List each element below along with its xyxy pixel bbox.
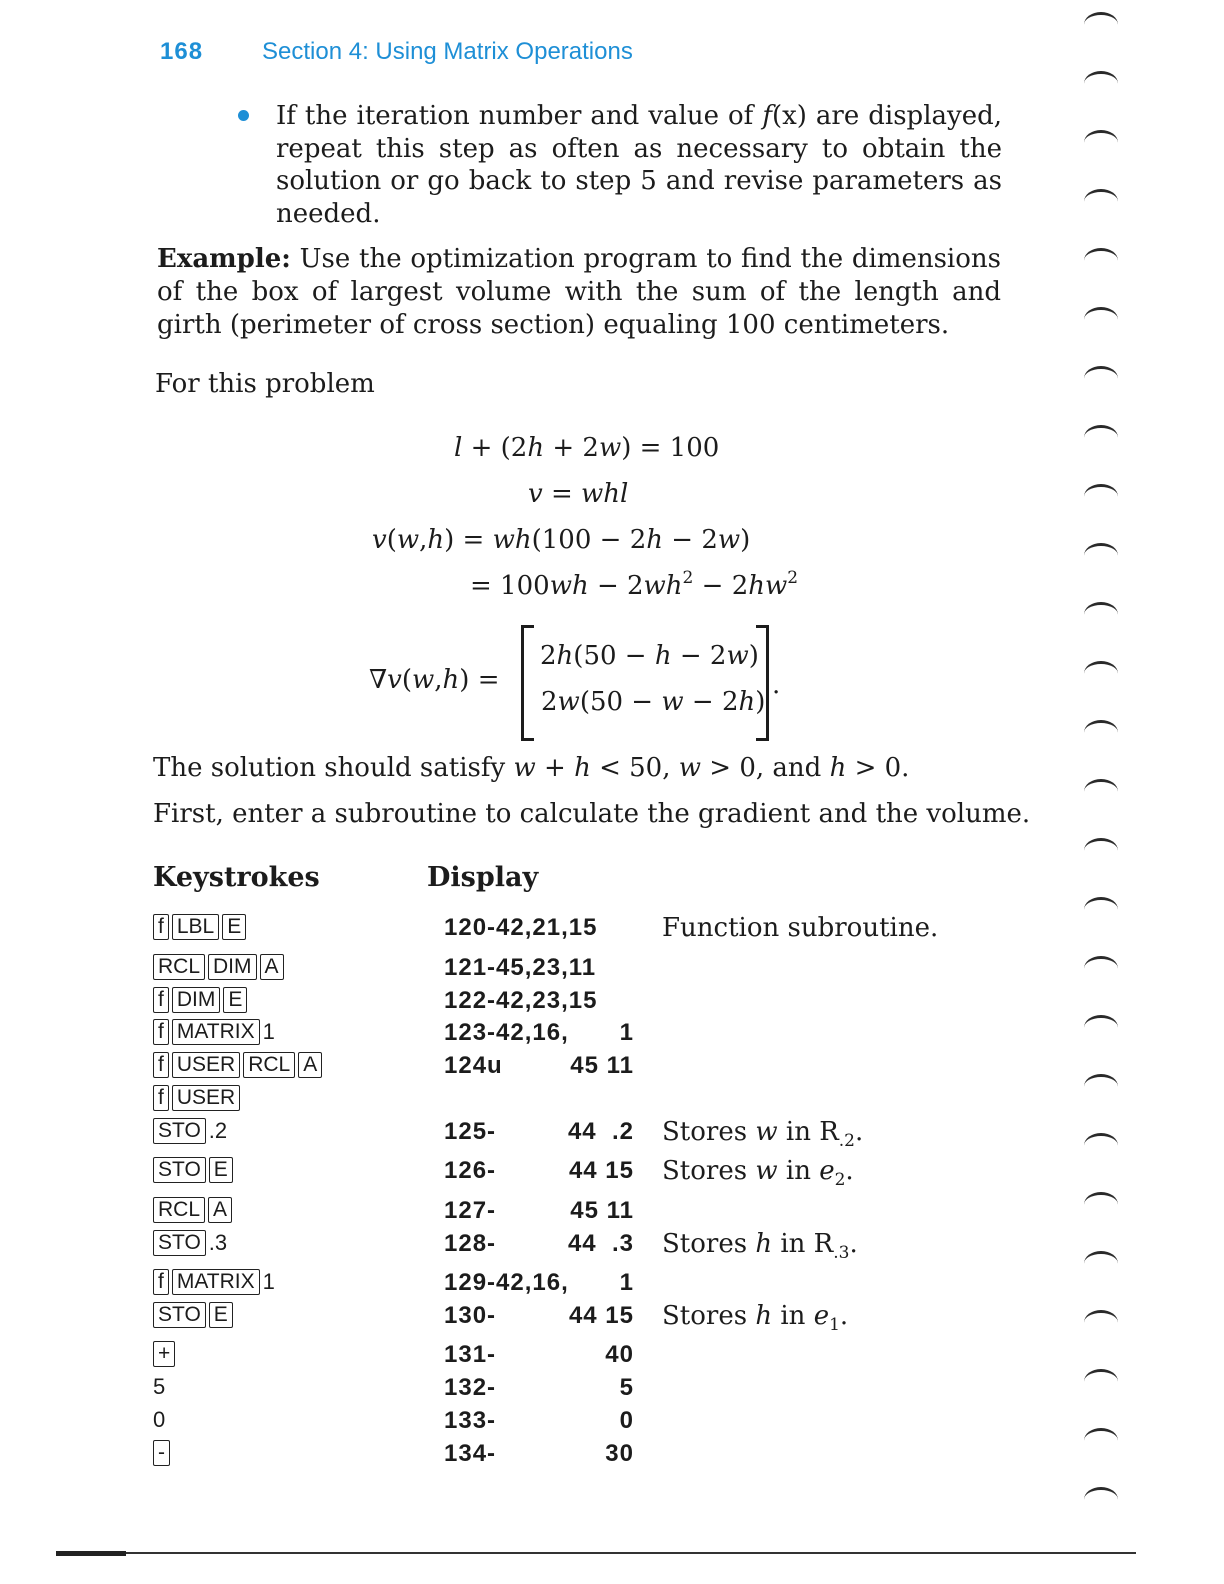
binding-ring xyxy=(1084,1251,1118,1276)
key-cap: A xyxy=(260,954,284,980)
key-cap: f xyxy=(153,1019,169,1045)
bottom-rule xyxy=(56,1552,1136,1554)
table-row xyxy=(0,1196,1100,1226)
display-key-code: 40 xyxy=(605,1341,634,1368)
display-line-code: 123-42,16, xyxy=(444,1019,569,1046)
key-cap: E xyxy=(223,987,247,1013)
gradient-row-2: 2w(50 − w − 2h) xyxy=(541,687,766,717)
display-line-code: 133- xyxy=(444,1407,497,1434)
description-cell: Stores h in $R_{.3}$. xyxy=(662,1229,858,1263)
table-row xyxy=(0,986,1100,1016)
binding-ring xyxy=(1084,307,1118,332)
display-cell xyxy=(444,1018,634,1048)
binding-ring xyxy=(1084,1192,1118,1217)
binding-ring xyxy=(1084,1428,1118,1453)
gradient-lhs: ∇v(w,h) = xyxy=(369,665,500,695)
bullet-text: If the iteration number and value of f(x) are displayed, repeat this step as often as necessary to obtain the solution or go back to step 5 and revise parameters as needed. xyxy=(276,101,1003,229)
binding-ring xyxy=(1084,1487,1118,1512)
display-key-code: 1 xyxy=(619,1269,634,1296)
key-cap: DIM xyxy=(172,987,221,1013)
key-digit: 1 xyxy=(262,1269,275,1295)
example-paragraph xyxy=(157,243,1001,342)
key-cap: MATRIX xyxy=(172,1019,260,1045)
binding-ring xyxy=(1084,956,1118,981)
equation-constraint: l + (2h + 2w) = 100 xyxy=(454,433,720,463)
table-row xyxy=(0,1018,1100,1048)
display-cell xyxy=(444,986,634,1016)
keystrokes-cell xyxy=(153,1301,236,1328)
keystrokes-cell xyxy=(153,1156,236,1183)
keystrokes-cell xyxy=(153,1229,227,1256)
binding-ring xyxy=(1084,1369,1118,1394)
key-cap: f xyxy=(153,1085,169,1111)
display-line-code: 126- xyxy=(444,1157,497,1184)
constraint-sentence: The solution should satisfy w + h < 50, w > 0, and h > 0. xyxy=(153,753,910,783)
description-cell: Stores w in $R_{.2}$. xyxy=(662,1117,864,1151)
key-cap: f xyxy=(153,987,169,1013)
page-number: 168 xyxy=(160,38,204,65)
display-key-code: 45 11 xyxy=(570,1197,634,1224)
display-line-code: 120-42,21,15 xyxy=(444,914,598,941)
key-cap: RCL xyxy=(153,1197,205,1223)
display-line-code: 127- xyxy=(444,1197,497,1224)
display-line-code: 125- xyxy=(444,1118,497,1145)
matrix-left-bracket xyxy=(521,625,534,741)
display-cell xyxy=(444,1156,634,1186)
key-cap: STO xyxy=(153,1230,206,1256)
display-line-code: 130- xyxy=(444,1302,497,1329)
binding-ring xyxy=(1084,189,1118,214)
key-cap: DIM xyxy=(208,954,257,980)
description-cell: Function subroutine. xyxy=(662,913,939,943)
binding-ring xyxy=(1084,1074,1118,1099)
display-key-code: 1 xyxy=(619,1019,634,1046)
key-digit: .2 xyxy=(208,1118,228,1144)
section-title: Section 4: Using Matrix Operations xyxy=(262,38,633,65)
binding-ring xyxy=(1084,1310,1118,1335)
display-key-code: 44 .2 xyxy=(567,1118,634,1145)
key-cap: E xyxy=(209,1302,233,1328)
key-cap: f xyxy=(153,1269,169,1295)
binding-ring xyxy=(1084,484,1118,509)
table-row xyxy=(0,1117,1100,1151)
display-line-code: 122-42,23,15 xyxy=(444,987,598,1014)
display-cell xyxy=(444,1117,634,1147)
binding-ring xyxy=(1084,602,1118,627)
first-enter-sentence: First, enter a subroutine to calculate the gradient and the volume. xyxy=(153,799,1031,829)
table-row xyxy=(0,1156,1100,1190)
keystrokes-cell xyxy=(153,1373,165,1399)
display-cell xyxy=(444,1373,634,1403)
display-cell xyxy=(444,1301,634,1331)
for-this-problem: For this problem xyxy=(155,369,375,399)
display-column-header: Display xyxy=(427,862,539,893)
key-cap: MATRIX xyxy=(172,1269,260,1295)
table-row xyxy=(0,1084,1100,1114)
key-cap: STO xyxy=(153,1302,206,1328)
key-cap: A xyxy=(208,1197,232,1223)
binding-ring xyxy=(1084,661,1118,686)
binding-ring xyxy=(1084,897,1118,922)
gradient-period: . xyxy=(772,670,781,700)
key-cap: STO xyxy=(153,1118,206,1144)
display-key-code: 44 15 xyxy=(568,1157,634,1184)
binding-ring xyxy=(1084,838,1118,863)
example-label: Example: xyxy=(157,244,291,274)
key-cap: A xyxy=(298,1052,322,1078)
display-cell xyxy=(444,1084,634,1114)
key-digit: .3 xyxy=(208,1230,228,1256)
keystrokes-cell xyxy=(153,1340,178,1367)
bottom-rule-accent xyxy=(56,1551,126,1556)
binding-ring xyxy=(1084,130,1118,155)
display-key-code: 5 xyxy=(619,1374,634,1401)
key-cap: LBL xyxy=(172,914,219,940)
description-cell: Stores w in $e_2$. xyxy=(662,1156,854,1190)
keystrokes-cell xyxy=(153,1268,275,1295)
key-digit: 1 xyxy=(262,1019,275,1045)
key-cap: + xyxy=(153,1341,175,1367)
display-key-code: 30 xyxy=(605,1440,634,1467)
display-cell xyxy=(444,1406,634,1436)
keystrokes-cell xyxy=(153,953,287,980)
key-cap: RCL xyxy=(153,954,205,980)
key-cap: STO xyxy=(153,1157,206,1183)
table-row xyxy=(0,1051,1100,1081)
keystrokes-cell xyxy=(153,913,249,940)
display-cell xyxy=(444,953,634,983)
key-cap: E xyxy=(222,914,246,940)
equation-volume-wh: v(w,h) = wh(100 − 2h − 2w) xyxy=(372,525,751,555)
equation-volume: v = whl xyxy=(528,479,629,509)
binding-ring xyxy=(1084,12,1118,37)
binding-ring xyxy=(1084,1015,1118,1040)
binding-ring xyxy=(1084,248,1118,273)
binding-ring xyxy=(1084,425,1118,450)
key-cap: f xyxy=(153,914,169,940)
display-cell xyxy=(444,1196,634,1226)
key-cap: USER xyxy=(172,1052,240,1078)
display-cell xyxy=(444,1051,634,1081)
display-key-code: 44 .3 xyxy=(567,1230,634,1257)
keystrokes-cell xyxy=(153,1018,275,1045)
display-cell xyxy=(444,1268,634,1298)
display-key-code: 45 11 xyxy=(570,1052,634,1079)
binding-ring xyxy=(1084,71,1118,96)
key-cap: E xyxy=(209,1157,233,1183)
display-cell xyxy=(444,1229,634,1259)
display-line-code: 129-42,16, xyxy=(444,1269,569,1296)
table-row xyxy=(0,913,1100,943)
table-row xyxy=(0,1373,1100,1403)
description-cell: Stores h in $e_1$. xyxy=(662,1301,849,1335)
key-digit: 0 xyxy=(153,1407,166,1433)
keystrokes-column-header: Keystrokes xyxy=(153,862,320,893)
display-line-code: 134- xyxy=(444,1440,497,1467)
display-key-code: 44 15 xyxy=(568,1302,634,1329)
keystrokes-cell xyxy=(153,1196,235,1223)
display-line-code: 132- xyxy=(444,1374,497,1401)
table-row xyxy=(0,1406,1100,1436)
table-row xyxy=(0,1301,1100,1335)
keystrokes-cell xyxy=(153,1406,165,1432)
display-line-code: 124u xyxy=(444,1052,503,1079)
page-header xyxy=(160,38,633,66)
bullet-dot-icon xyxy=(238,110,249,121)
example-text: Use the optimization program to find the dimensions of the box of largest volume with the sum of the length and girth (perimeter of cross section) equaling 100 centimeters. xyxy=(157,244,1001,340)
equation-volume-expanded: = $100wh - 2wh^2 - 2hw^2$ xyxy=(470,568,799,601)
keystrokes-cell xyxy=(153,986,250,1013)
keystrokes-cell xyxy=(153,1051,325,1078)
table-row xyxy=(0,1340,1100,1370)
table-row xyxy=(0,1268,1100,1298)
key-cap: - xyxy=(153,1440,170,1466)
keystrokes-cell xyxy=(153,1439,173,1466)
display-key-code: 0 xyxy=(619,1407,634,1434)
display-line-code: 128- xyxy=(444,1230,497,1257)
key-digit: 5 xyxy=(153,1374,166,1400)
key-cap: f xyxy=(153,1052,169,1078)
matrix-right-bracket xyxy=(756,625,769,741)
table-row xyxy=(0,953,1100,983)
table-row xyxy=(0,1229,1100,1263)
binding-ring xyxy=(1084,1133,1118,1158)
display-line-code: 121-45,23,11 xyxy=(444,954,597,981)
gradient-row-1: 2h(50 − h − 2w) xyxy=(540,641,759,671)
binding-ring xyxy=(1084,720,1118,745)
display-cell xyxy=(444,1340,634,1370)
display-line-code: 131- xyxy=(444,1341,497,1368)
keystrokes-cell xyxy=(153,1117,227,1144)
bullet-item xyxy=(236,100,1002,230)
keystrokes-cell xyxy=(153,1084,243,1111)
display-cell xyxy=(444,1439,634,1469)
binding-ring xyxy=(1084,779,1118,804)
key-cap: USER xyxy=(172,1085,240,1111)
binding-ring xyxy=(1084,543,1118,568)
table-row xyxy=(0,1439,1100,1469)
binding-ring xyxy=(1084,366,1118,391)
key-cap: RCL xyxy=(243,1052,295,1078)
display-cell xyxy=(444,913,634,943)
